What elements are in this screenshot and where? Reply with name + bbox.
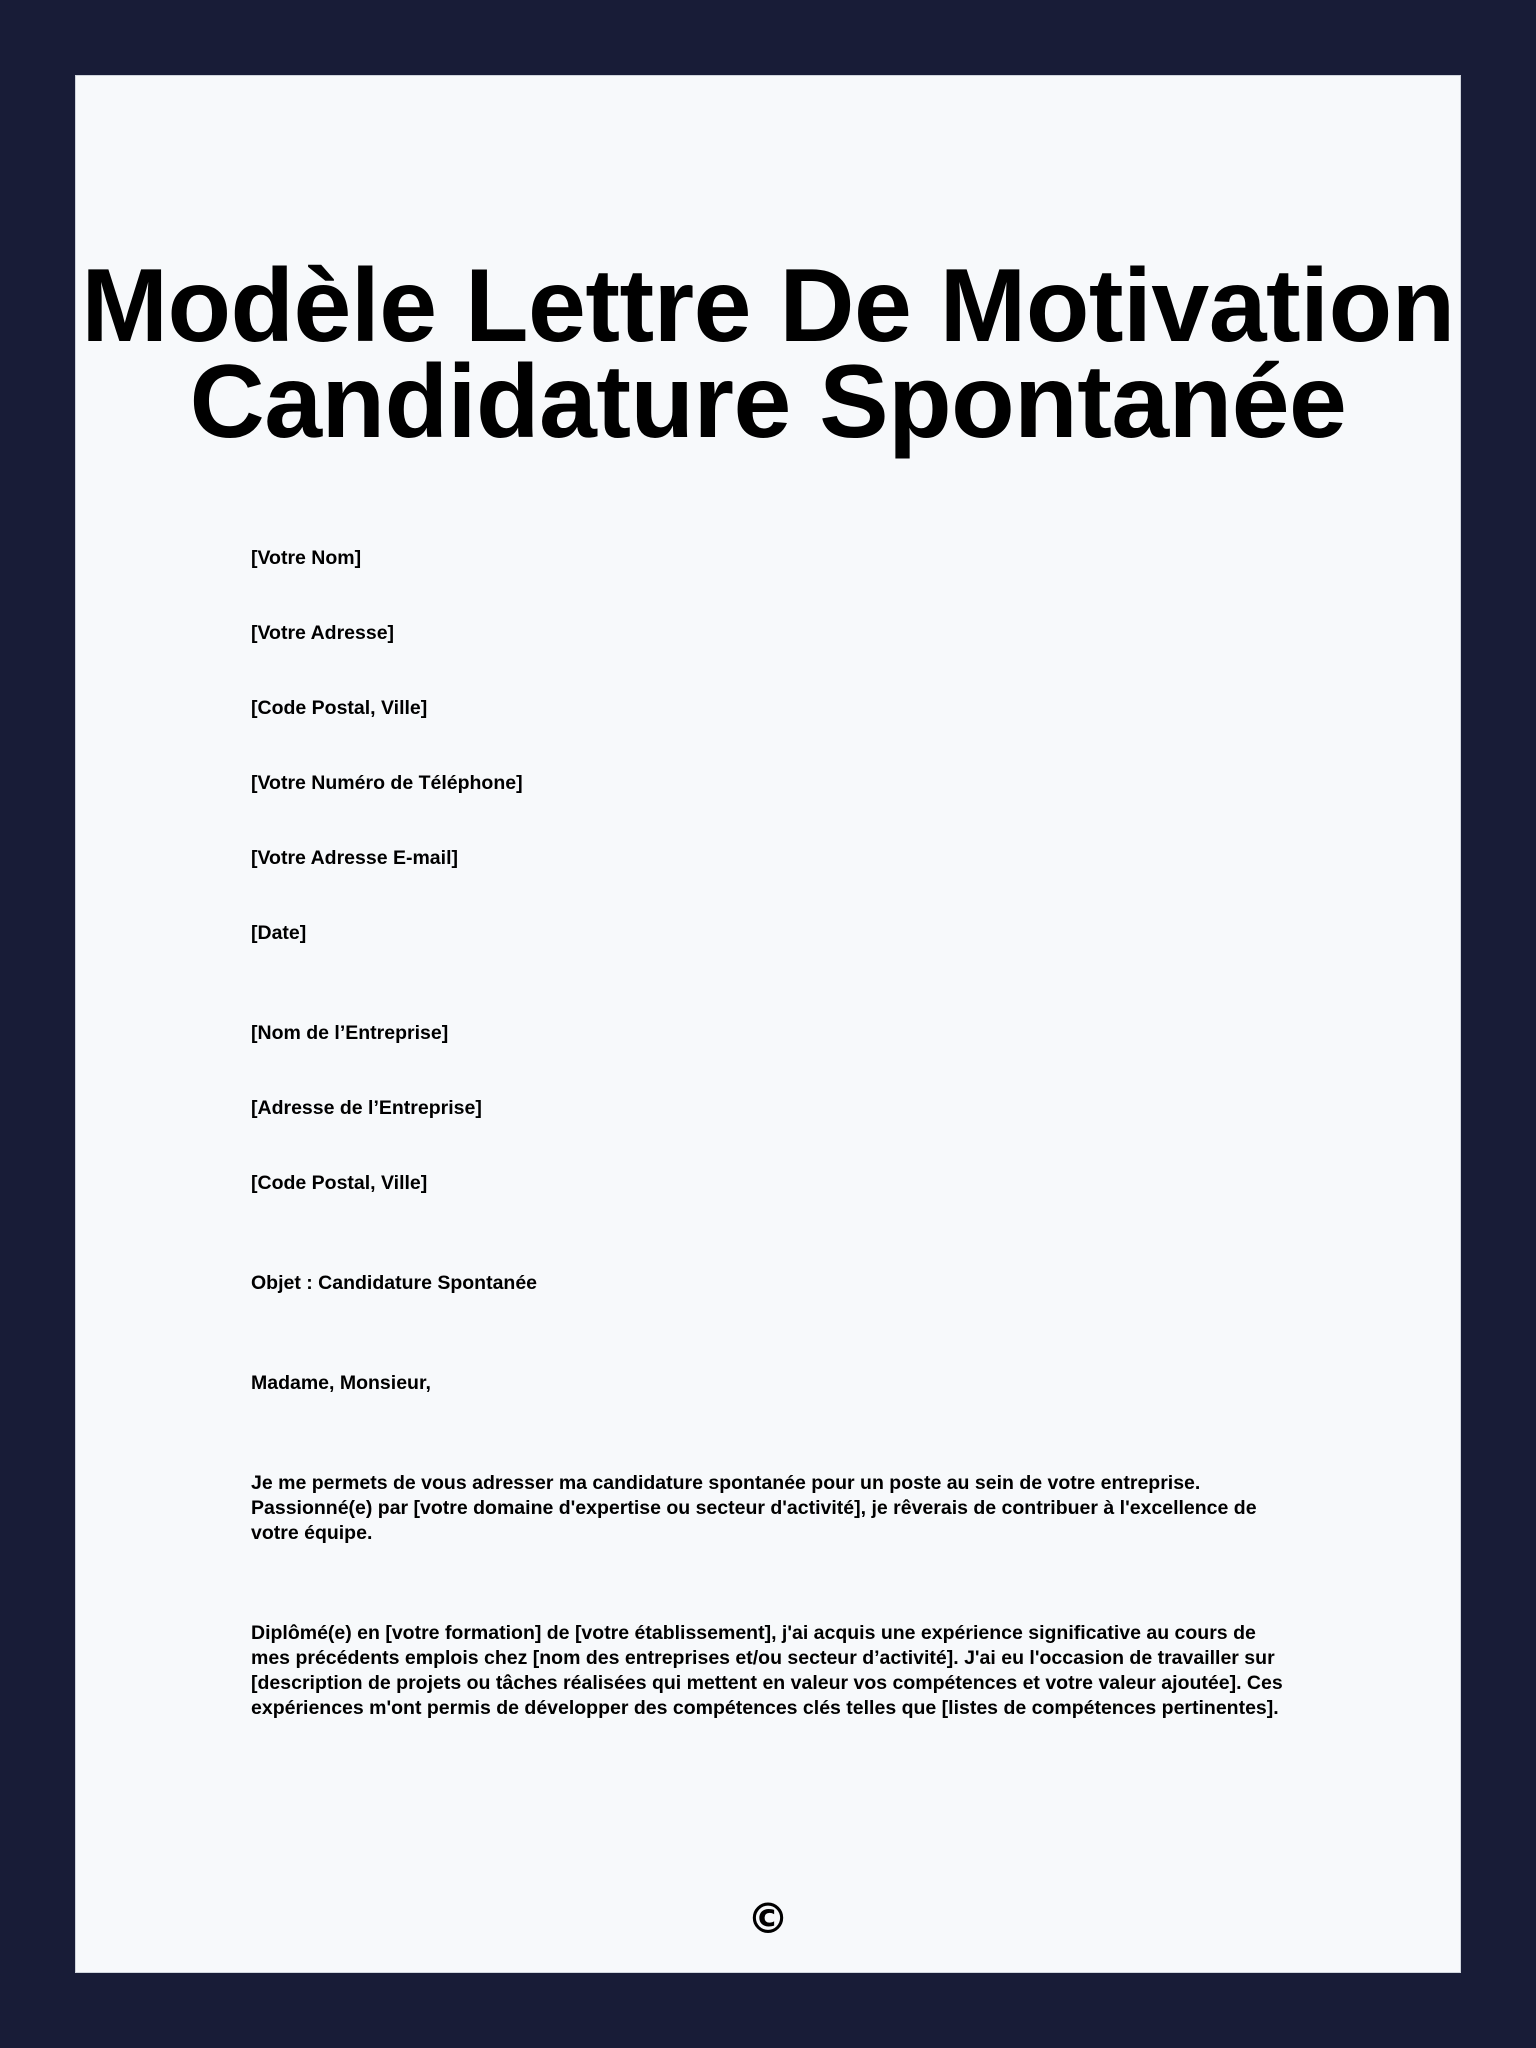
sender-postal-city: [Code Postal, Ville] [251, 697, 428, 719]
recipient-postal-city: [Code Postal, Ville] [251, 1172, 428, 1194]
letter-body [251, 546, 1291, 1721]
sender-phone: [Votre Numéro de Téléphone] [251, 772, 523, 794]
letter-paragraph-2: Diplômé(e) en [votre formation] de [votre établissement], j'ai acquis une expérience significative au cours de mes précédents emplois chez [nom des entreprises et/ou secteur d’activité]. J'ai eu l'occasion de travailler sur [description de projets ou tâches réalisées qui mettent en valeur vos compétences et votre valeur ajoutée]. Ces expériences m'ont permis de développer des compétences clés telles que [listes de compétences pertinentes]. [251, 1622, 1283, 1719]
sender-address: [Votre Adresse] [251, 622, 395, 644]
letter-date: [Date] [251, 922, 307, 944]
title-line-2: Candidature Spontanée [189, 344, 1347, 460]
letter-subject: Objet : Candidature Spontanée [251, 1272, 538, 1294]
sender-name: [Votre Nom] [251, 547, 362, 569]
letter-salutation: Madame, Monsieur, [251, 1372, 431, 1394]
document-title [76, 248, 1460, 460]
copyright-icon: © [747, 1894, 789, 1943]
letter-paragraph-1: Je me permets de vous adresser ma candidature spontanée pour un poste au sein de votre entreprise. Passionné(e) par [votre domaine d'expertise ou secteur d'activité], je rêverais de contribuer à l'excellence de votre équipe. [251, 1472, 1257, 1544]
sender-email: [Votre Adresse E-mail] [251, 847, 458, 869]
recipient-company: [Nom de l’Entreprise] [251, 1022, 449, 1044]
recipient-address: [Adresse de l’Entreprise] [251, 1097, 482, 1119]
document-page [75, 75, 1461, 1973]
title-line-1: Modèle Lettre De Motivation [81, 248, 1455, 364]
